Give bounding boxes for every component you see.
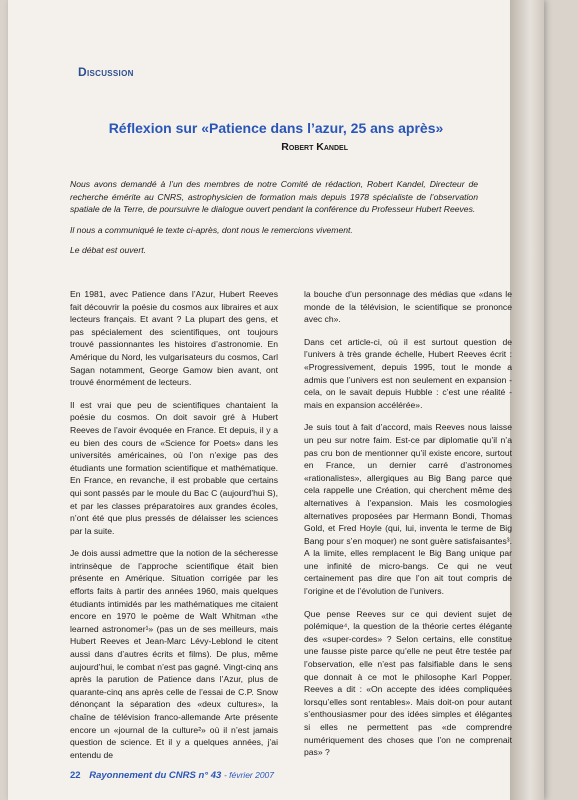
issue-date: - février 2007 <box>223 770 275 780</box>
body-paragraph: Je suis tout à fait d’accord, mais Reeves nous laisse un peu sur notre faim. Est-ce par diplomatie qu’il n’a pas cru bon de mentionner qu’il existe encore, surtout en France, un dernier carré d’astronomes «rationalistes», allergiques au Big Bang parce que cela rappelle une Création, qui cherchent même des alternatives à l’expansion. Mais les cosmologies alternatives proposées par Hermann Bondi, Thomas Gold, et Fred Hoyle (qui, lui, inventa le terme de Big Bang pour s’en moquer) ne sont guère satisfaisantes³. A la limite, elles remplacent le Big Bang unique par une infinité de micro-bangs. Ce qui ne veut certainement pas dire que l’on ait tout compris de l’origine et de l’évolution de l’univers. <box>304 422 512 597</box>
page-number: 22 <box>70 770 81 781</box>
page-footer <box>70 770 274 781</box>
body-paragraph: Dans cet article-ci, où il est surtout question de l’univers à très grande échelle, Hubert Reeves écrit : «Progressivement, depuis 1995, tout le monde a admis que l’univers est non seulement en expansion - cela, on le savait depuis Hubble : c’est une réalité - mais en expansion accélérée». <box>304 336 512 410</box>
body-paragraph: la bouche d’un personnage des médias que «dans le monde de la télévision, le scientifique se prononce avec ch». <box>304 289 512 325</box>
publication-name: Rayonnement du CNRS n° 43 <box>89 770 222 781</box>
section-label: Discussion <box>78 65 134 79</box>
body-paragraph: Il est vrai que peu de scientifiques chantaient la poésie du cosmos. On doit savoir gré à Hubert Reeves de l’avoir évoquée en France. Et depuis, il y a eu bien des cours de «Science for Poets» dans les universités américaines, où l’on n’exige pas des étudiants une formation scientifique et mathématique. En France, en revanche, il est probable que certains qui sont passés par le moule du Bac C (aujourd’hui S), et par les classes préparatoires aux grandes écoles, n’ont été que plus pressés de délaisser les sciences par la suite. <box>70 399 278 536</box>
body-paragraph: Je dois aussi admettre que la notion de la sécheresse intrinsèque de l’approche scientifique était bien présente en Amérique. Situation corrigée par les efforts faits à partir des années 1960, mais quelques étudiants intimidés par les mathématiques me citaient encore en 1970 le poème de Walt Whitman «the learned astronomer¹» (pas un de ses meilleurs, mais Hubert Reeves et Jean-Marc Lévy-Leblond le citent aussi dans d’autres écrits et films). De plus, même aujourd’hui, le combat n’est pas gagné. Vingt-cinq ans après la parution de Patience dans l’Azur, plus de quarante-cinq ans après celle de l’essai de C.P. Snow dénonçant la séparation des «deux cultures», la chaîne de télévision franco-allemande Arte présente encore un «journal de la culture²» où il n’est jamais question de science. Et il y a quelques années, j’ai entendu de <box>70 548 278 760</box>
editorial-intro <box>70 178 478 265</box>
body-paragraph: En 1981, avec Patience dans l’Azur, Hubert Reeves fait découvrir la poésie du cosmos aux libraires et aux lecteurs français. Et avant ? La plupart des gens, et pas spécialement des scientifiques, ont toujours trouvé passionnantes les histoires d’astronomie. En Amérique du Nord, les vulgarisateurs du cosmos, Carl Sagan notamment, George Gamow bien avant, ont trouvé énormément de lecteurs. <box>70 289 278 388</box>
magazine-page <box>8 0 544 800</box>
article-author: Robert Kandel <box>281 141 348 153</box>
intro-paragraph: Le débat est ouvert. <box>70 245 146 256</box>
article-title: Réflexion sur «Patience dans l’azur, 25 ans après» <box>108 120 444 136</box>
left-column <box>70 288 278 771</box>
right-column <box>304 288 512 769</box>
body-paragraph: Que pense Reeves sur ce qui devient sujet de polémique⁴, la question de la théorie certes élégante des «super-cordes» ? Selon certains, elle constitue une fausse piste parce qu’elle ne peut être testée par l’observation, elle n’est pas falsifiable dans le sens que donnait à ce mot le philosophe Karl Popper. Reeves a dit : «On accepte des idées compliquées lorsqu’elles sont rentables». Mais doit-on pour autant s’enthousiasmer pour des idées simples et élégantes si elles ne permettent pas «de comprendre numériquement des choses que l’on ne comprenait pas» ? <box>304 608 512 758</box>
intro-paragraph: Nous avons demandé à l’un des membres de notre Comité de rédaction, Robert Kandel, Directeur de recherche émérite au CNRS, astrophysicien de formation mais depuis 1978 spécialiste de l’observation spatiale de la Terre, de poursuivre le dialogue ouvert pendant la conférence du Professeur Hubert Reeves. <box>70 179 478 215</box>
intro-paragraph: Il nous a communiqué le texte ci-après, dont nous le remercions vivement. <box>70 224 353 235</box>
